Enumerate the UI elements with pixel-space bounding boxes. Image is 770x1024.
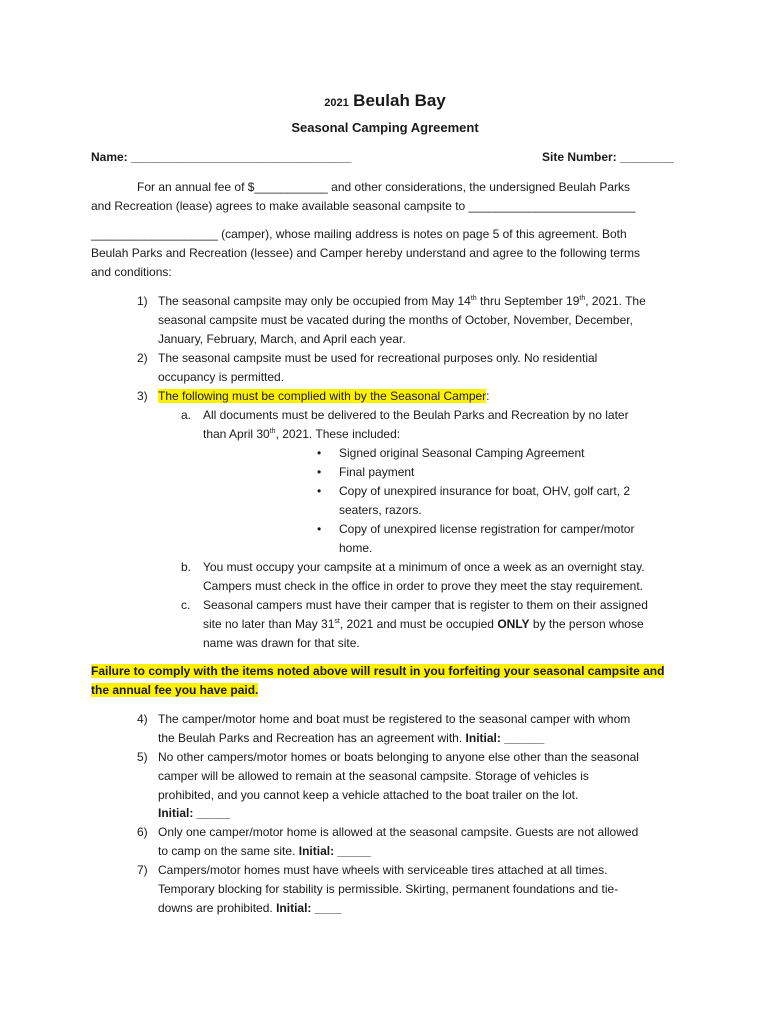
bullet-item-3-line-2: seaters, razors. <box>339 503 422 517</box>
item-number-1: 1) <box>137 294 148 308</box>
initial-field: Initial: _____ <box>158 806 231 820</box>
item-number-6: 6) <box>137 825 148 839</box>
item-7-line-2: Temporary blocking for stability is permissible. Skirting, permanent foundations and tie- <box>158 882 619 896</box>
item-5-line-1: No other campers/motor homes or boats belonging to anyone else other than the seasonal <box>158 750 639 764</box>
intro-line-5: and conditions: <box>91 265 172 279</box>
warning-line-1: Failure to comply with the items noted above will result in you forfeiting your seasonal campsite and <box>91 664 665 678</box>
title-name: Beulah Bay <box>353 91 446 110</box>
intro-line-4: Beulah Parks and Recreation (lessee) and Camper hereby understand and agree to the following terms <box>91 246 640 260</box>
subitem-c-line-1: Seasonal campers must have their camper that is register to them on their assigned <box>203 598 648 612</box>
item-2-line-1: The seasonal campsite must be used for recreational purposes only. No residential <box>158 351 598 365</box>
initial-field: Initial: ____ <box>276 901 342 915</box>
bullet-icon: • <box>317 446 322 460</box>
name-field-line: Name: _________________________________ <box>91 150 352 164</box>
item-2-line-2: occupancy is permitted. <box>158 370 285 384</box>
item-3-line: The following must be complied with by the Seasonal Camper: <box>158 389 490 403</box>
item-number-7: 7) <box>137 863 148 877</box>
item-4-line-1: The camper/motor home and boat must be registered to the seasonal camper with whom <box>158 712 631 726</box>
item-5-line-3: prohibited, and you cannot keep a vehicle attached to the boat trailer on the lot. <box>158 788 579 802</box>
item-number-4: 4) <box>137 712 148 726</box>
initial-field: Initial: _____ <box>298 844 371 858</box>
bullet-item-1: Signed original Seasonal Camping Agreement <box>339 446 585 460</box>
bullet-icon: • <box>317 522 322 536</box>
item-6-line-2: to camp on the same site. Initial: _____ <box>158 844 371 858</box>
warning-line-2: the annual fee you have paid. <box>91 683 259 697</box>
item-1-line-2: seasonal campsite must be vacated during the months of October, November, December, <box>158 313 633 327</box>
bullet-icon: • <box>317 465 322 479</box>
item-1-line-1: The seasonal campsite may only be occupied from May 14th thru September 19th, 2021. The <box>158 294 646 308</box>
item-number-3: 3) <box>137 389 148 403</box>
bullet-item-4-line-1: Copy of unexpired license registration for camper/motor <box>339 522 635 536</box>
intro-line-3: ___________________ (camper), whose mailing address is notes on page 5 of this agreement. Both <box>91 227 627 241</box>
site-number-field-line: Site Number: ________ <box>542 150 674 164</box>
item-number-2: 2) <box>137 351 148 365</box>
document-subtitle: Seasonal Camping Agreement <box>291 120 479 135</box>
item-7-line-1: Campers/motor homes must have wheels with serviceable tires attached at all times. <box>158 863 608 877</box>
document-title <box>0 91 770 111</box>
item-4-line-2: the Beulah Parks and Recreation has an agreement with. Initial: ______ <box>158 731 545 745</box>
subitem-letter-c: c. <box>181 598 191 612</box>
initial-field: Initial: ______ <box>465 731 545 745</box>
item-1-line-3: January, February, March, and April each year. <box>158 332 406 346</box>
subitem-c-line-3: name was drawn for that site. <box>203 636 360 650</box>
subitem-a-line-2: than April 30th, 2021. These included: <box>203 427 401 441</box>
subitem-a-line-1: All documents must be delivered to the Beulah Parks and Recreation by no later <box>203 408 629 422</box>
bullet-item-4-line-2: home. <box>339 541 373 555</box>
intro-line-2: and Recreation (lease) agrees to make available seasonal campsite to _________________________ <box>91 199 636 213</box>
subitem-c-line-2: site no later than May 31st, 2021 and must be occupied ONLY by the person whose <box>203 617 644 631</box>
title-year: 2021 <box>324 97 349 109</box>
bullet-item-2: Final payment <box>339 465 415 479</box>
subitem-letter-a: a. <box>181 408 192 422</box>
item-6-line-1: Only one camper/motor home is allowed at the seasonal campsite. Guests are not allowed <box>158 825 639 839</box>
bullet-item-3-line-1: Copy of unexpired insurance for boat, OHV, golf cart, 2 <box>339 484 631 498</box>
item-7-line-3: downs are prohibited. Initial: ____ <box>158 901 342 915</box>
subitem-b-line-1: You must occupy your campsite at a minimum of once a week as an overnight stay. <box>203 560 645 574</box>
item-3-highlighted-text: The following must be complied with by the Seasonal Camper <box>158 389 487 403</box>
item-5-line-2: camper will be allowed to remain at the seasonal campsite. Storage of vehicles is <box>158 769 589 783</box>
bullet-icon: • <box>317 484 322 498</box>
intro-line-1: For an annual fee of $___________ and other considerations, the undersigned Beulah Parks <box>137 180 631 194</box>
subitem-letter-b: b. <box>181 560 192 574</box>
item-number-5: 5) <box>137 750 148 764</box>
subitem-b-line-2: Campers must check in the office in order to prove they meet the stay requirement. <box>203 579 643 593</box>
